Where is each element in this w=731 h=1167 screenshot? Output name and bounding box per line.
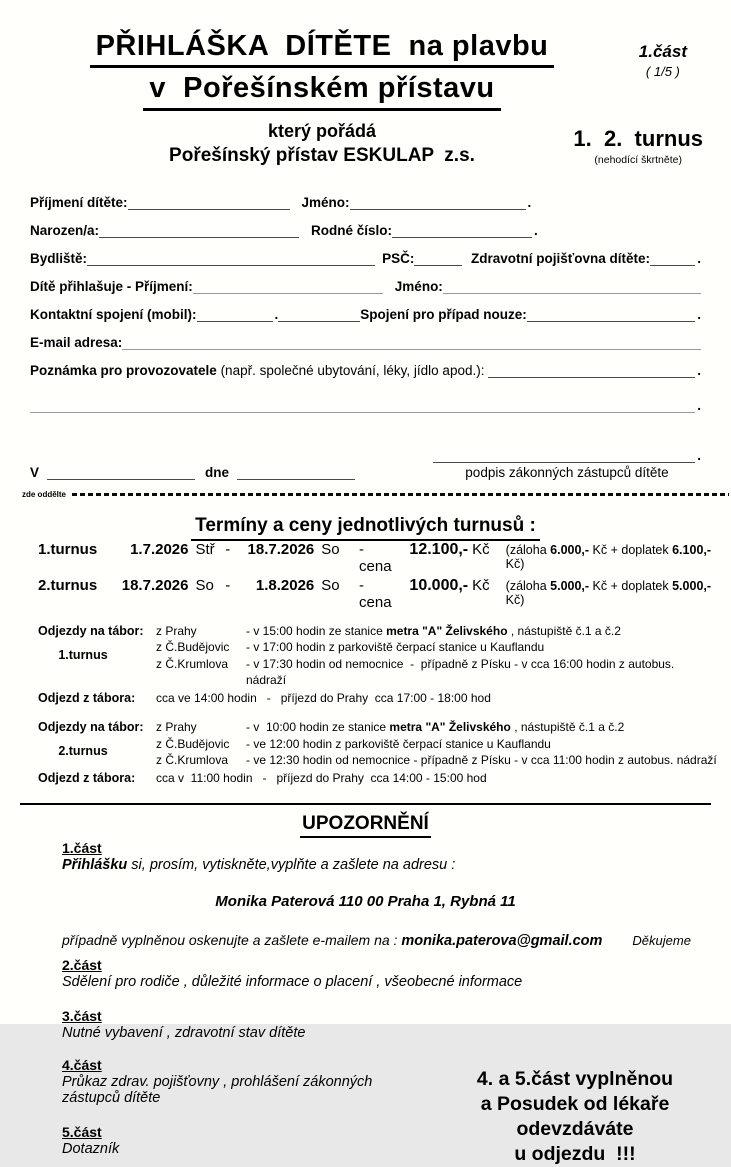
zip-field[interactable] — [414, 248, 461, 266]
turnus1-price: 12.100,- — [409, 540, 469, 558]
form-row-contact — [30, 303, 701, 322]
turnus2-deposit: 5.000,- — [550, 578, 590, 593]
turnus2-name: 2.turnus — [38, 576, 98, 594]
organized-by-text: který pořádá — [267, 120, 377, 141]
email-label: E-mail adresa: — [30, 334, 123, 350]
departures-turnus1 — [38, 623, 717, 707]
place-label: V — [30, 464, 40, 480]
address-label: Bydliště: — [30, 250, 88, 266]
dot: . — [697, 397, 701, 413]
emergency-contact-field[interactable] — [527, 304, 695, 322]
turnus-row-1 — [38, 541, 731, 575]
dot: . — [534, 222, 538, 238]
turnus2-deposit-info: (záloha 5.000,- Kč + doplatek 5.000,- Kč) — [505, 578, 715, 607]
email-address[interactable]: monika.paterova@gmail.com — [401, 933, 603, 950]
notice-title: UPOZORNĚNÍ — [300, 813, 431, 838]
registrant-firstname-field[interactable] — [443, 276, 701, 294]
signature-area — [433, 445, 701, 480]
scan-instruction: případně vyplněnou oskenujte a zašlete e-mailem na : monika.paterova@gmail.com Děkujeme — [62, 932, 691, 950]
departure-line: z Prahy - v 10:00 hodin ze stanice metra "A" Želivského , nástupiště č.1 a č.2 — [156, 720, 625, 735]
return-line: Odjezd z tábora: cca v 11:00 hodin - příjezd do Prahy cca 14:00 - 15:00 hod — [38, 770, 487, 785]
turnus2-price: 10.000,- — [409, 576, 469, 594]
dot: . — [527, 194, 532, 210]
form-row-birth — [30, 219, 701, 238]
turnus1-surcharge: 6.100,- — [672, 542, 712, 557]
form-row-note-continued — [30, 394, 701, 413]
form-row-registrant — [30, 275, 701, 294]
child-firstname-label: Jméno: — [301, 194, 350, 210]
metro-station-bold: metra "A" Želivského — [389, 720, 511, 735]
turnus2-date-from: 18.7.2026 — [121, 576, 189, 594]
contact-mobile-field[interactable] — [197, 304, 273, 322]
departures-turnus2-tag: 2.turnus — [58, 744, 108, 759]
emergency-contact-label: Spojení pro případ nouze: — [360, 306, 527, 322]
part1-heading: 1.část — [62, 840, 102, 857]
dot: . — [697, 362, 701, 378]
born-field[interactable] — [99, 220, 299, 238]
insurance-field[interactable] — [650, 248, 695, 266]
part-number-label: 1.část — [638, 42, 687, 61]
departures-label: Odjezdy na tábor: — [38, 720, 144, 735]
mailing-address: Monika Paterová 110 00 Praha 1, Rybná 11 — [215, 893, 516, 911]
email-field[interactable] — [122, 332, 701, 350]
part5-heading: 5.část — [62, 1124, 102, 1141]
born-label: Narozen/a: — [30, 222, 100, 238]
date-label: dne — [205, 464, 230, 480]
notice-part5 — [62, 1124, 401, 1157]
part1-bold-word: Přihlášku — [62, 857, 128, 874]
turnus1-day-to: So — [321, 540, 340, 558]
dot: . — [697, 447, 701, 463]
final-warning: 4. a 5.část vyplněnou a Posudek od lékaře odevzdáváte u odjezdu !!! — [476, 1068, 674, 1165]
terms-section-title: Termíny a ceny jednotlivých turnusů : — [191, 515, 540, 541]
dash: - — [225, 576, 231, 594]
part3-text: Nutné vybavení , zdravotní stav dítěte — [62, 1025, 306, 1042]
departure-line: z Č.Krumlova - ve 12:30 hodin od nemocnice - případně z Písku - v cca 11:00 hodin z autobus. nádraží — [156, 753, 717, 768]
page-title-line2: v Pořešínském přístavu — [143, 72, 500, 110]
registrant-firstname-label: Jméno: — [394, 278, 443, 294]
signature-field[interactable] — [433, 445, 695, 463]
place-field[interactable] — [47, 462, 195, 480]
part2-text: Sdělení pro rodiče , důležité informace o placení , všeobecné informace — [62, 974, 523, 991]
notice-part4 — [62, 1057, 401, 1106]
note-field-line2[interactable] — [30, 395, 695, 413]
note-hint: (např. společné ubytování, léky, jídlo apod.): — [216, 362, 489, 378]
notice-part3 — [62, 1008, 691, 1041]
departures-label: Odjezdy na tábor: — [38, 623, 144, 638]
registrant-surname-field[interactable] — [193, 276, 383, 294]
turnus1-date-to: 18.7.2026 — [247, 540, 315, 558]
child-info-form — [30, 191, 701, 413]
section-divider — [20, 803, 711, 805]
departure-line: z Č.Krumlova - v 17:30 hodin od nemocnice - případně z Písku - v cca 16:00 hodin z autobus. nádraží — [156, 656, 678, 688]
dash: - — [225, 540, 231, 558]
scissors-dashed-line — [72, 493, 729, 496]
turnus2-surcharge: 5.000,- — [672, 578, 712, 593]
part-indicator — [639, 42, 687, 79]
date-field[interactable] — [237, 462, 355, 480]
note-field[interactable] — [488, 360, 695, 378]
child-surname-label: Příjmení dítěte: — [30, 194, 128, 210]
address-field[interactable] — [87, 248, 375, 266]
return-line: Odjezd z tábora: cca ve 14:00 hodin - příjezd do Prahy cca 17:00 - 18:00 hod — [38, 690, 491, 705]
contact-mobile-label: Kontaktní spojení (mobil): — [30, 306, 197, 322]
birth-number-field[interactable] — [392, 220, 532, 238]
turnus2-date-to: 1.8.2026 — [255, 576, 315, 594]
thanks-note: Děkujeme — [632, 933, 691, 949]
form-row-address — [30, 247, 701, 266]
form-row-name — [30, 191, 701, 210]
form-row-email — [30, 331, 701, 350]
part2-heading: 2.část — [62, 957, 102, 974]
registrant-surname-label: Dítě přihlašuje - Příjmení: — [30, 278, 193, 294]
turnus2-day-to: So — [321, 576, 340, 594]
currency: Kč — [472, 576, 490, 594]
turnus1-deposit-info: (záloha 6.000,- Kč + doplatek 6.100,- Kč) — [505, 542, 715, 571]
dot: . — [697, 250, 701, 266]
turnus1-name: 1.turnus — [38, 540, 98, 558]
cut-here-label: zde oddělte — [22, 489, 67, 499]
child-surname-field[interactable] — [128, 192, 290, 210]
turnus-strike-note: (nehodící škrtněte) — [594, 154, 682, 166]
birth-number-label: Rodné číslo: — [311, 222, 393, 238]
part5-text: Dotazník — [62, 1141, 120, 1158]
notice-part1: 1.část Přihlášku si, prosím, vytiskněte,vyplňte a zašlete na adresu : — [62, 840, 691, 873]
dot: . — [274, 306, 279, 322]
turnus1-date-from: 1.7.2026 — [130, 540, 189, 558]
turnus-row-2 — [38, 577, 731, 611]
turnus2-day-from: So — [195, 576, 214, 594]
departures-turnus1-tag: 1.turnus — [58, 647, 108, 662]
part-page-counter: ( 1/5 ) — [645, 64, 680, 79]
turnus-selector — [573, 126, 703, 166]
place-date-signature-row — [30, 445, 701, 480]
child-firstname-field[interactable] — [350, 192, 526, 210]
part3-heading: 3.část — [62, 1008, 102, 1025]
zip-label: PSČ: — [382, 250, 415, 266]
dot: . — [697, 306, 701, 322]
contact-mobile-field2[interactable] — [278, 304, 360, 322]
notice-bottom-row — [0, 1053, 731, 1167]
notice-part2 — [62, 957, 691, 990]
signature-caption: podpis zákonných zástupců dítěte — [465, 464, 669, 480]
insurance-label: Zdravotní pojišťovna dítěte: — [470, 250, 650, 266]
form-row-note — [30, 359, 701, 378]
metro-station-bold: metra "A" Želivského — [386, 623, 508, 638]
organizer-name: Pořešínský přístav ESKULAP z.s. — [169, 144, 475, 166]
price-label: - cena — [359, 576, 392, 611]
part4-heading: 4.část — [62, 1057, 102, 1074]
turnus1-deposit: 6.000,- — [550, 542, 590, 557]
turnus-choice-options[interactable]: 1. 2. turnus — [573, 126, 703, 151]
currency: Kč — [472, 540, 490, 558]
departures-turnus2 — [38, 719, 717, 787]
page-title-line1: PŘIHLÁŠKA DÍTĚTE na plavbu — [90, 30, 555, 68]
turnus1-day-from: Stř — [195, 540, 215, 558]
cut-here-row — [22, 490, 729, 499]
note-label: Poznámka pro provozovatele — [30, 362, 217, 378]
departure-line: z Prahy - v 15:00 hodin ze stanice metra "A" Želivského , nástupiště č.1 a č.2 — [156, 623, 621, 638]
part4-text: Průkaz zdrav. pojišťovny , prohlášení zákonných zástupců dítěte — [62, 1074, 373, 1107]
form-header — [0, 0, 731, 167]
departure-line: z Č.Budějovic - ve 12:00 hodin z parkoviště čerpací stanice u Kauflandu — [156, 736, 551, 751]
price-label: - cena — [359, 540, 392, 575]
departure-line: z Č.Budějovic - v 17:00 hodin z parkoviště čerpací stanice u Kauflandu — [156, 640, 545, 655]
